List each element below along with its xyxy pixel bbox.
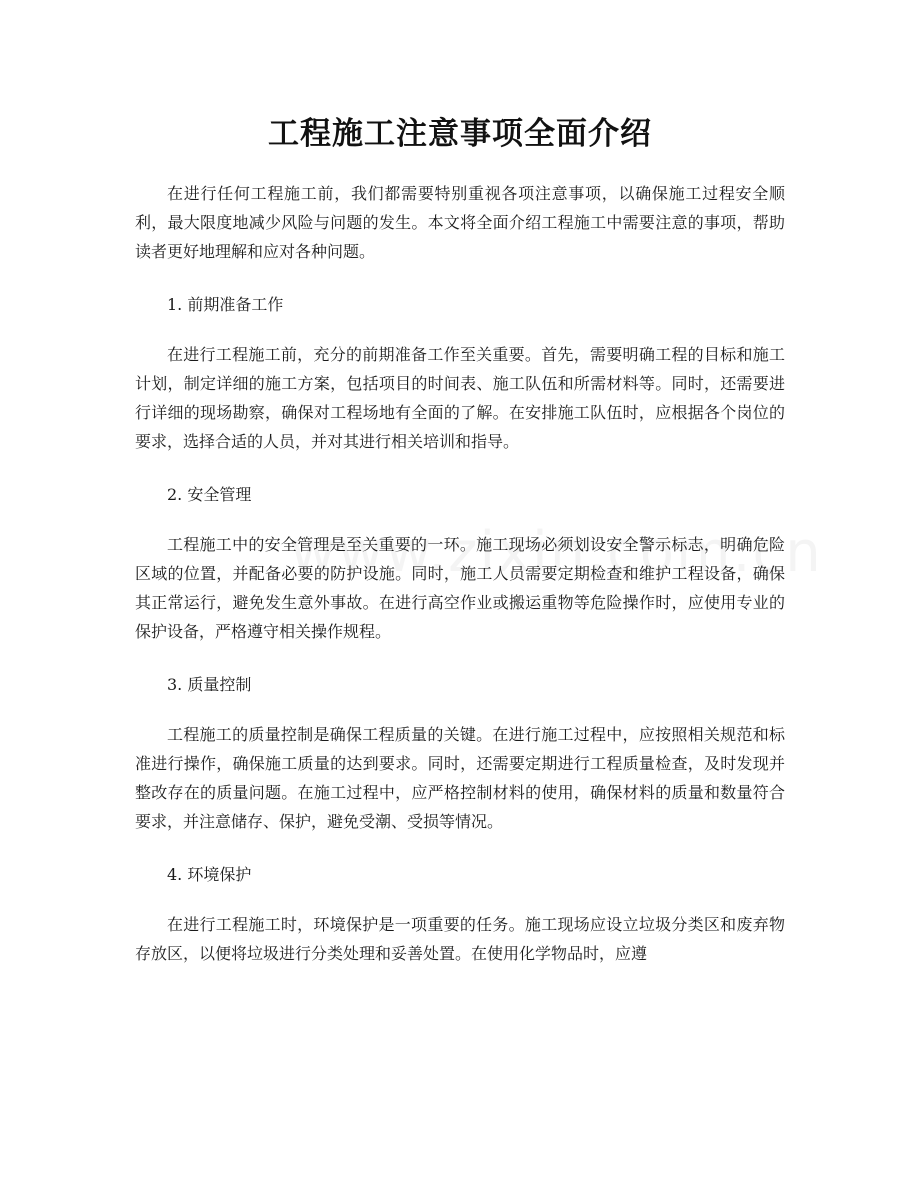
section-heading-1: 1. 前期准备工作	[167, 295, 284, 314]
section-heading-4: 4. 环境保护	[167, 865, 252, 884]
section-paragraph-3: 工程施工的质量控制是确保工程质量的关键。在进行施工过程中，应按照相关规范和标准进行操作，确保施工质量的达到要求。同时，还需要定期进行工程质量检查，及时发现并整改存在的质量问题。在施工过程中，应严格控制材料的使用，确保材料的质量和数量符合要求，并注意储存、保护，避免受潮、受损等情况。	[135, 725, 785, 831]
section-paragraph-2: 工程施工中的安全管理是至关重要的一环。施工现场必须划设安全警示标志，明确危险区域的位置，并配备必要的防护设施。同时，施工人员需要定期检查和维护工程设备，确保其正常运行，避免发生意外事故。在进行高空作业或搬运重物等危险操作时，应使用专业的保护设备，严格遵守相关操作规程。	[135, 535, 785, 641]
section-heading-3: 3. 质量控制	[167, 675, 252, 694]
section-paragraph-4: 在进行工程施工时，环境保护是一项重要的任务。施工现场应设立垃圾分类区和废弃物存放区，以便将垃圾进行分类处理和妥善处置。在使用化学物品时，应遵	[135, 915, 785, 963]
document-title: 工程施工注意事项全面介绍	[268, 116, 652, 152]
section-paragraph-1: 在进行工程施工前，充分的前期准备工作至关重要。首先，需要明确工程的目标和施工计划，制定详细的施工方案，包括项目的时间表、施工队伍和所需材料等。同时，还需要进行详细的现场勘察，确保对工程场地有全面的了解。在安排施工队伍时，应根据各个岗位的要求，选择合适的人员，并对其进行相关培训和指导。	[135, 345, 785, 451]
section-heading-2: 2. 安全管理	[167, 485, 252, 504]
intro-paragraph: 在进行任何工程施工前，我们都需要特别重视各项注意事项，以确保施工过程安全顺利，最大限度地减少风险与问题的发生。本文将全面介绍工程施工中需要注意的事项，帮助读者更好地理解和应对各种问题。	[135, 184, 785, 261]
